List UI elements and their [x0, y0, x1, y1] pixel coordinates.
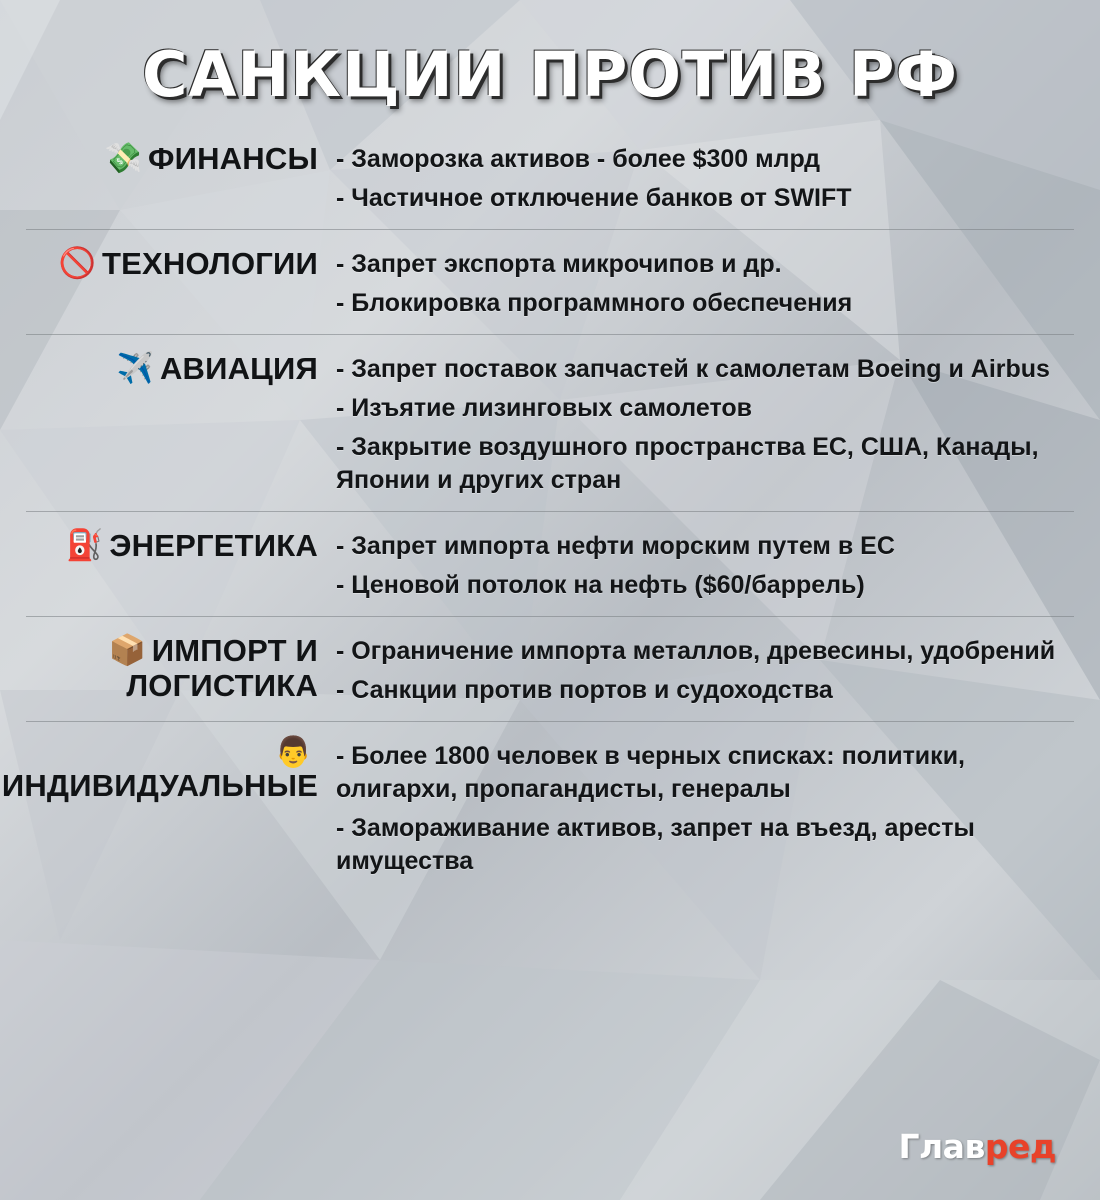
section-row-energy	[26, 511, 1074, 616]
section-line: - Закрытие воздушного пространства ЕС, США, Канады, Японии и других стран	[336, 433, 1039, 494]
section-row-finance	[26, 135, 1074, 229]
sections-list	[0, 135, 1100, 892]
section-line: - Более 1800 человек в черных списках: политики, олигархи, пропагандисты, генералы	[336, 742, 966, 803]
section-line: - Заморозка активов - более $300 млрд	[336, 145, 821, 173]
section-row-aviation	[26, 334, 1074, 511]
section-label: ФИНАНСЫ	[147, 141, 318, 176]
section-category-aviation	[26, 351, 336, 386]
section-line: - Замораживание активов, запрет на въезд, аресты имущества	[336, 814, 975, 875]
section-lines-technology	[336, 246, 1074, 320]
section-row-individual	[1, 721, 1074, 892]
section-label: ИНДИВИДУАЛЬНЫЕ	[1, 768, 318, 803]
section-lines-import-logistics	[336, 633, 1074, 707]
airplane-icon: ✈️	[116, 351, 154, 385]
logo-part-primary: Глав	[898, 1127, 985, 1166]
section-row-technology	[26, 229, 1074, 334]
section-line: - Блокировка программного обеспечения	[336, 289, 853, 317]
section-lines-individual	[336, 738, 1074, 878]
section-label: ЭНЕРГЕТИКА	[109, 528, 318, 563]
section-category-technology	[26, 246, 336, 281]
section-category-individual	[1, 736, 336, 803]
section-category-finance	[26, 141, 336, 176]
section-label: АВИАЦИЯ	[159, 351, 318, 386]
page-title: САНКЦИИ ПРОТИВ РФ	[142, 38, 958, 111]
prohibited-icon: 🚫	[58, 246, 96, 280]
money-with-wings-icon: 💸	[104, 141, 142, 175]
section-row-import-logistics	[26, 616, 1074, 721]
logo-part-accent: ред	[984, 1127, 1056, 1166]
section-lines-aviation	[336, 351, 1074, 497]
person-icon: 👨	[274, 736, 312, 769]
publisher-logo[interactable]	[898, 1127, 1056, 1166]
section-category-energy	[26, 528, 336, 563]
package-box-icon: 📦	[108, 633, 146, 667]
section-category-import-logistics	[26, 633, 336, 704]
section-line: - Ценовой потолок на нефть ($60/баррель)	[336, 571, 865, 599]
section-line: - Санкции против портов и судоходства	[336, 676, 833, 704]
section-line: - Запрет импорта нефти морским путем в ЕС	[336, 532, 895, 560]
section-line: - Запрет экспорта микрочипов и др.	[336, 250, 782, 278]
section-line: - Частичное отключение банков от SWIFT	[336, 184, 852, 212]
section-line: - Запрет поставок запчастей к самолетам Boeing и Airbus	[336, 355, 1050, 383]
section-line: - Изъятие лизинговых самолетов	[336, 394, 752, 422]
fuel-pump-icon: ⛽	[66, 528, 104, 562]
section-label: ИМПОРТ И ЛОГИСТИКА	[126, 633, 318, 704]
section-lines-finance	[336, 141, 1074, 215]
section-lines-energy	[336, 528, 1074, 602]
section-label: ТЕХНОЛОГИИ	[101, 246, 318, 281]
section-line: - Ограничение импорта металлов, древесины, удобрений	[336, 637, 1056, 665]
